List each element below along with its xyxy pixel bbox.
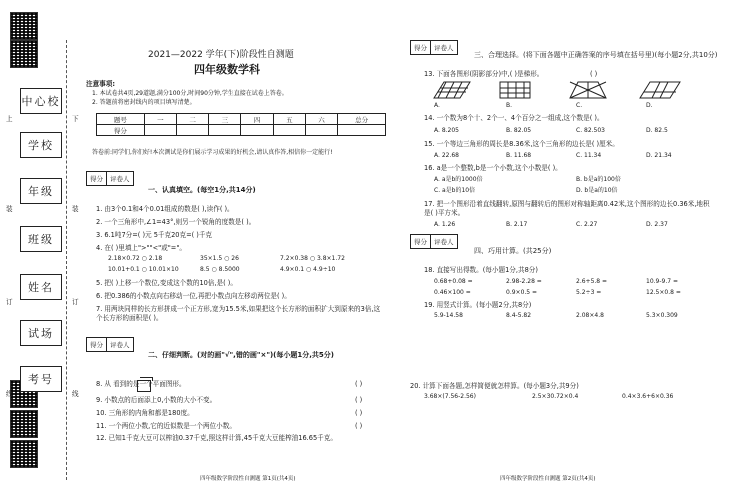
score-table-cell: 三 — [209, 114, 241, 125]
notes-label: 注意事项: — [86, 80, 116, 88]
calc-item: 5.9-14.58 — [434, 312, 463, 319]
field-name[interactable]: 姓名 — [20, 274, 62, 300]
question: 10. 三角形的内角和都是180度。 — [96, 409, 194, 417]
answer-paren[interactable]: ( ) — [355, 422, 363, 430]
calc-item: 12.5×0.8 = — [646, 289, 681, 296]
section-scorebox — [410, 40, 458, 55]
option-label: A. 22.68 — [434, 152, 459, 159]
question: 15. 一个等边三角形的周长是8.36米,这个三角形的边长是( )厘米。 — [424, 140, 619, 148]
encourage-text: 答卷前:同学们,你们好!本次测试是你们展示学习成果的好机会,请认真作答,相信你一定能行! — [92, 149, 333, 156]
calc-item: 5.3×0.309 — [646, 312, 678, 319]
score-label: 得分 — [87, 172, 107, 185]
reviewer-label: 评卷人 — [434, 238, 454, 246]
field-center-school[interactable]: 中心校 — [20, 88, 62, 114]
reviewer-label: 评卷人 — [434, 44, 454, 52]
section-scorebox — [410, 234, 458, 249]
qr-code — [10, 12, 38, 40]
score-input[interactable] — [273, 125, 305, 136]
calc-item: 2.6+5.8 = — [576, 278, 608, 285]
binding-char: 线 — [6, 390, 13, 398]
score-table-cell: 六 — [305, 114, 337, 125]
score-table-cell: 四 — [241, 114, 273, 125]
reviewer-label: 评卷人 — [110, 341, 130, 349]
section-title: 三、合理选择。(将下面各题中正确答案的序号填在括号里)(每小题2分,共10分) — [474, 51, 718, 59]
binding-char: 下 — [72, 115, 79, 123]
field-grade[interactable]: 年级 — [20, 178, 62, 204]
option-label: B. 82.05 — [506, 127, 532, 134]
page-footer: 四年级数学阶段性自测题 第2页(共4页) — [500, 476, 596, 482]
trapezoid-options-figures — [430, 80, 690, 102]
option-label: B. — [506, 102, 513, 109]
calc-item: 10.9-9.7 = — [646, 278, 679, 285]
question: 12. 已知1千克大豆可以榨油0.37千克,照这样计算,45千克大豆能榨油16.65千克。 — [96, 434, 337, 442]
option-label: C. — [576, 102, 583, 109]
calc-item: 8.4-5.82 — [506, 312, 532, 319]
option-label: B. 11.68 — [506, 152, 532, 159]
compare-item: 4.9×0.1 ○ 4.9÷10 — [280, 266, 336, 273]
question: 6. 把0.386的小数点向右移动一位,再把小数点向左移动两位是( )。 — [96, 292, 291, 300]
binding-char: 上 — [6, 115, 13, 123]
score-table-cell: 一 — [144, 114, 176, 125]
question: 1. 由3个0.1和4个0.01组成的数是( ),读作( )。 — [96, 205, 234, 213]
binding-char: 线 — [72, 390, 79, 398]
note-line: 2. 答题前将密封线内的项目填写清楚。 — [92, 99, 196, 106]
answer-paren[interactable]: ( ) — [590, 70, 598, 78]
question: 20. 计算下面各题,怎样简便就怎样算。(每小题3分,共9分) — [410, 382, 579, 390]
answer-paren[interactable]: ( ) — [355, 396, 363, 404]
binding-char: 订 — [72, 298, 79, 306]
field-exam-number[interactable]: 考号 — [20, 366, 62, 392]
option-label: B. 2.17 — [506, 221, 528, 228]
section-scorebox — [86, 171, 134, 186]
question: 2. 一个三角形中,∠1=43°,则另一个锐角的度数是( )。 — [96, 218, 256, 226]
score-input[interactable] — [305, 125, 337, 136]
option-label: D. 2.37 — [646, 221, 668, 228]
reviewer-label: 评卷人 — [110, 175, 130, 183]
score-input[interactable] — [144, 125, 176, 136]
compare-item: 2.18×0.72 ○ 2.18 — [108, 255, 163, 262]
compare-item: 10.01+0.1 ○ 10.01×10 — [108, 266, 179, 273]
question: 14. 一个数为8个十、2个一、4个百分之一组成,这个数是( )。 — [424, 114, 604, 122]
score-input[interactable] — [209, 125, 241, 136]
qr-code — [10, 40, 38, 68]
option-label: A. 1.26 — [434, 221, 456, 228]
score-input[interactable] — [241, 125, 273, 136]
option-label: C. a是b的10倍 — [434, 187, 476, 194]
calc-item: 5.2÷3 = — [576, 289, 602, 296]
question: 3. 6.1吨7分=( )元 5千克20克=( )千克 — [96, 231, 213, 239]
compare-item: 7.2×0.38 ○ 3.8×1.72 — [280, 255, 345, 262]
calc-item: 0.46×100 = — [434, 289, 471, 296]
binding-line — [66, 40, 67, 480]
answer-paren[interactable]: ( ) — [355, 380, 363, 388]
binding-char: 装 — [6, 205, 13, 213]
option-label: C. 11.34 — [576, 152, 602, 159]
calc-item: 3.68×(7.56-2.56) — [424, 393, 476, 400]
calc-item: 2.08×4.8 — [576, 312, 604, 319]
question: 19. 用竖式计算。(每小题2分,共8分) — [424, 301, 532, 309]
section-scorebox — [86, 337, 134, 352]
compare-item: 35×1.5 ○ 26 — [200, 255, 239, 262]
question: 13. 下面各图形(阴影部分)中,( )是梯形。 — [424, 70, 544, 78]
answer-paren[interactable]: ( ) — [355, 409, 363, 417]
question: 5. 把( )上移一个数位,变成这个数的10倍,是( )。 — [96, 279, 237, 287]
calc-item: 2.98-2.28 = — [506, 278, 542, 285]
question: 9. 小数点的后面添上0,小数的大小不变。 — [96, 396, 217, 404]
score-table-cell: 题号 — [97, 114, 145, 125]
calc-item: 0.4×3.6+6×0.36 — [622, 393, 674, 400]
score-table — [96, 113, 386, 136]
calc-item: 0.9×0.5 = — [506, 289, 538, 296]
note-line: 1. 本试卷共4页,29道题,满分100分,时间90分钟,学生直接在试卷上答卷。 — [92, 90, 288, 97]
score-input[interactable] — [177, 125, 209, 136]
field-school[interactable]: 学校 — [20, 132, 62, 158]
question: 17. 把一个图形沿着直线翻转,原图与翻转后的图形对称轴距离0.42米,这个图形的边长0.36米,地积是( )平方米。 — [424, 200, 710, 217]
question: 4. 在( )里填上">""<"或"="。 — [96, 244, 186, 252]
option-label: A. 8.205 — [434, 127, 459, 134]
option-label: D. 82.5 — [646, 127, 668, 134]
option-label: B. b是a的100倍 — [576, 176, 621, 183]
qr-code — [10, 410, 38, 438]
field-exam-room[interactable]: 试场 — [20, 320, 62, 346]
score-table-cell: 二 — [177, 114, 209, 125]
score-table-cell: 五 — [273, 114, 305, 125]
question: 16. a是一个整数,b是一个小数,这个小数是( )。 — [424, 164, 562, 172]
section-title: 四、巧用计算。(共25分) — [474, 247, 552, 255]
option-label: C. 2.27 — [576, 221, 598, 228]
option-label: A. a是b的1000倍 — [434, 176, 483, 183]
score-label: 得分 — [411, 235, 431, 248]
exam-header: 2021—2022 学年(下)阶段性自测题 — [148, 50, 294, 60]
question: 18. 直接写出得数。(每小题1分,共8分) — [424, 266, 538, 274]
option-label: C. 82.503 — [576, 127, 605, 134]
question: 11. 一个两位小数,它的近似数是一个两位小数。 — [96, 422, 236, 430]
score-label: 得分 — [411, 41, 431, 54]
section-title: 二、仔细判断。(对的画"√",错的画"×")(每小题1分,共5分) — [148, 351, 334, 359]
option-label: D. 21.34 — [646, 152, 672, 159]
score-input[interactable] — [338, 125, 386, 136]
exam-subject: 四年级数学科 — [194, 63, 260, 76]
option-label: A. — [434, 102, 440, 109]
field-class[interactable]: 班级 — [20, 226, 62, 252]
calc-item: 0.68+0.08 = — [434, 278, 473, 285]
section-title: 一、认真填空。(每空1分,共14分) — [148, 186, 256, 194]
question: 7. 用两块同样的长方形拼成一个正方形,宽为15.5米,如果把这个长方形的面积扩大到原来的3倍,这个长方形的面积是( )。 — [96, 305, 381, 322]
qr-code — [10, 440, 38, 468]
page-footer: 四年级数学阶段性自测题 第1页(共4页) — [200, 476, 296, 482]
question: 8. 从 看到的是一个平面图形。 — [96, 380, 186, 388]
binding-char: 订 — [6, 298, 13, 306]
cube-figure — [137, 380, 151, 392]
option-label: D. — [646, 102, 653, 109]
binding-char: 装 — [72, 205, 79, 213]
score-label: 得分 — [87, 338, 107, 351]
option-label: D. b是a的10倍 — [576, 187, 618, 194]
score-table-cell: 总分 — [338, 114, 386, 125]
compare-item: 8.5 ○ 8.5000 — [200, 266, 240, 273]
score-table-cell: 得分 — [97, 125, 145, 136]
calc-item: 2.5×30.72×0.4 — [532, 393, 579, 400]
